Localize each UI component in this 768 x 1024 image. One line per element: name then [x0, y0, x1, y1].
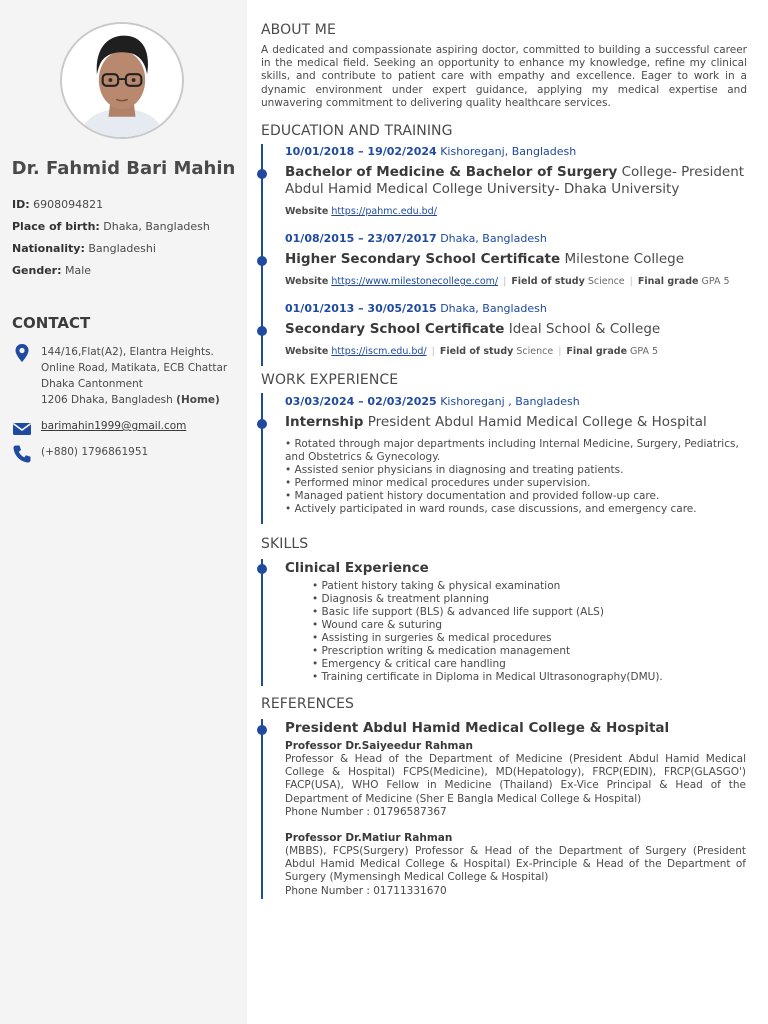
work-org: President Abdul Hamid Medical College & Hospital: [367, 414, 707, 430]
list-item: • Diagnosis & treatment planning: [312, 593, 490, 605]
reference-2-name: Professor Dr.Matiur Rahman: [285, 832, 453, 844]
list-item: • Managed patient history documentation and provided follow-up care.: [285, 490, 660, 502]
place-of-birth-row: [12, 220, 210, 233]
list-item: • Prescription writing & medication management: [312, 645, 571, 657]
address-line-4: [41, 392, 227, 408]
skills-heading: SKILLS: [261, 536, 309, 552]
address-line-1: 144/16,Flat(A2), Elantra Heights.: [41, 346, 214, 358]
phone-row: [41, 444, 148, 460]
id-value: 6908094821: [33, 198, 104, 211]
work-bullets: [285, 438, 745, 516]
education-3-field: Science: [516, 346, 554, 357]
address-line-2: Online Road, Matikata, ECB Chattar: [41, 362, 228, 374]
website-label: Website: [285, 346, 329, 357]
education-2-field: Science: [587, 276, 625, 287]
education-2-website-link[interactable]: https://www.milestonecollege.com/: [331, 276, 499, 287]
education-1-meta: [285, 206, 437, 217]
education-3-website-link[interactable]: https://iscm.edu.bd/: [331, 346, 427, 357]
id-row: [12, 198, 103, 211]
education-1-institution: College- President Abdul Hamid Medical College University- Dhaka University: [285, 164, 745, 197]
sidebar: [0, 0, 247, 1024]
address-tag: (Home): [176, 394, 220, 406]
grade-label: Final grade: [637, 276, 699, 287]
place-of-birth-value: Dhaka, Bangladesh: [103, 220, 210, 233]
reference-1-name: Professor Dr.Saiyeedur Rahman: [285, 740, 474, 752]
gender-value: Male: [64, 264, 92, 277]
profile-photo: [60, 22, 184, 139]
skills-list: [312, 580, 663, 684]
education-2-date: [285, 232, 547, 245]
meta-separator: |: [558, 346, 562, 357]
list-item: • Rotated through major departments including Internal Medicine, Surgery, Pediatrics, and Obstetrics & Gynecology.: [285, 438, 739, 463]
list-item: • Assisting in surgeries & medical procedures: [312, 632, 552, 644]
education-1-date: [285, 145, 576, 158]
work-timeline: [261, 393, 263, 524]
list-item: • Emergency & critical care handling: [312, 658, 506, 670]
reference-2-phone: Phone Number : 01711331670: [285, 885, 447, 897]
education-3-institution: Ideal School & College: [508, 321, 661, 337]
timeline-dot: [257, 169, 267, 179]
place-of-birth-label: Place of birth:: [12, 220, 100, 233]
work-dates: 03/03/2024 – 02/03/2025: [285, 395, 437, 408]
website-label: Website: [285, 276, 329, 287]
skills-group-title: Clinical Experience: [285, 560, 429, 576]
list-item: • Training certificate in Diploma in Medical Ultrasonography(DMU).: [312, 671, 663, 683]
meta-separator: |: [431, 346, 435, 357]
education-1-location: Kishoreganj, Bangladesh: [440, 145, 577, 158]
list-item: • Basic life support (BLS) & advanced life support (ALS): [312, 606, 604, 618]
email-row: [41, 418, 186, 434]
education-2-meta: [285, 276, 730, 287]
contact-heading: CONTACT: [12, 314, 91, 332]
work-heading: WORK EXPERIENCE: [261, 372, 399, 388]
education-2-degree: Higher Secondary School Certificate: [285, 251, 561, 267]
phone-icon: [12, 444, 32, 464]
education-3-date: [285, 302, 547, 315]
education-2-title: [285, 251, 745, 268]
education-3-grade: GPA 5: [630, 346, 659, 357]
address-line-4-text: 1206 Dhaka, Bangladesh: [41, 394, 173, 406]
id-label: ID:: [12, 198, 30, 211]
reference-1-details: Professor & Head of the Department of Medicine (President Abdul Hamid Medical College & Hospital) FCPS(Medicine), MD(Hepatology), FRCP(EDIN), FRCP(GLASGO') FACP(USA), WHO Fellow in Medicine (Thailand) Ex-Vice Principal & Head of the Department of Medicine (Sher E Bangla Medical College & Hospital): [285, 753, 746, 805]
list-item: • Patient history taking & physical examination: [312, 580, 561, 592]
about-heading: ABOUT ME: [261, 22, 336, 38]
timeline-dot: [257, 256, 267, 266]
timeline-dot: [257, 564, 267, 574]
references-heading: REFERENCES: [261, 696, 355, 712]
references-org: President Abdul Hamid Medical College & Hospital: [285, 720, 670, 736]
envelope-icon: [12, 419, 32, 439]
address-line-3: Dhaka Cantonment: [41, 378, 143, 390]
education-3-dates: 01/01/2013 – 30/05/2015: [285, 302, 437, 315]
education-3-location: Dhaka, Bangladesh: [440, 302, 547, 315]
references-timeline: [261, 719, 263, 899]
website-label: Website: [285, 206, 329, 217]
education-2-institution: Milestone College: [564, 251, 685, 267]
education-2-location: Dhaka, Bangladesh: [440, 232, 547, 245]
education-1-title: [285, 164, 745, 197]
education-2-grade: GPA 5: [701, 276, 730, 287]
timeline-dot: [257, 419, 267, 429]
education-1-degree: Bachelor of Medicine & Bachelor of Surgery: [285, 164, 618, 180]
list-item: • Performed minor medical procedures under supervision.: [285, 477, 591, 489]
education-2-dates: 01/08/2015 – 23/07/2017: [285, 232, 437, 245]
education-heading: EDUCATION AND TRAINING: [261, 123, 453, 139]
reference-2-details: (MBBS), FCPS(Surgery) Professor & Head of the Department of Surgery (President Abdul Hamid Medical College & Hospital) Ex-Principle & Head of the Department of Surgery (Mymensingh Medical College & Hospital): [285, 845, 746, 884]
about-text: A dedicated and compassionate aspiring doctor, committed to building a successful career in the medical field. Seeking an opportunity to enhance my knowledge, refine my clinical skills, and contribute to patient care with empathy and excellence. Eager to work in a dynamic environment under expert guidance, applying my medical expertise and unwavering commitment to delivering quality healthcare services.: [261, 44, 747, 109]
reference-1-phone: Phone Number : 01796587367: [285, 806, 447, 818]
gender-row: [12, 264, 91, 277]
work-title: [285, 414, 745, 431]
grade-label: Final grade: [566, 346, 628, 357]
timeline-dot: [257, 326, 267, 336]
nationality-label: Nationality:: [12, 242, 85, 255]
education-1-dates: 10/01/2018 – 19/02/2024: [285, 145, 437, 158]
address-block: [41, 344, 227, 408]
profile-name: Dr. Fahmid Bari Mahin: [11, 158, 236, 179]
field-label: Field of study: [511, 276, 585, 287]
education-3-title: [285, 321, 745, 338]
phone-number: (+880) 1796861951: [41, 446, 149, 458]
education-3-degree: Secondary School Certificate: [285, 321, 505, 337]
gender-label: Gender:: [12, 264, 62, 277]
list-item: • Actively participated in ward rounds, case discussions, and emergency care.: [285, 503, 697, 515]
field-label: Field of study: [439, 346, 514, 357]
location-pin-icon: [12, 343, 32, 363]
portrait-image: [62, 24, 182, 137]
education-1-website-link[interactable]: https://pahmc.edu.bd/: [331, 206, 437, 217]
timeline-dot: [257, 725, 267, 735]
email-link[interactable]: barimahin1999@gmail.com: [41, 420, 187, 432]
meta-separator: |: [629, 276, 633, 287]
education-3-meta: [285, 346, 658, 357]
work-location: Kishoreganj , Bangladesh: [440, 395, 580, 408]
nationality-value: Bangladeshi: [88, 242, 156, 255]
work-role: Internship: [285, 414, 364, 430]
list-item: • Assisted senior physicians in diagnosing and treating patients.: [285, 464, 624, 476]
nationality-row: [12, 242, 156, 255]
work-date: [285, 395, 580, 408]
meta-separator: |: [503, 276, 507, 287]
list-item: • Wound care & suturing: [312, 619, 443, 631]
skills-timeline: [261, 559, 263, 686]
